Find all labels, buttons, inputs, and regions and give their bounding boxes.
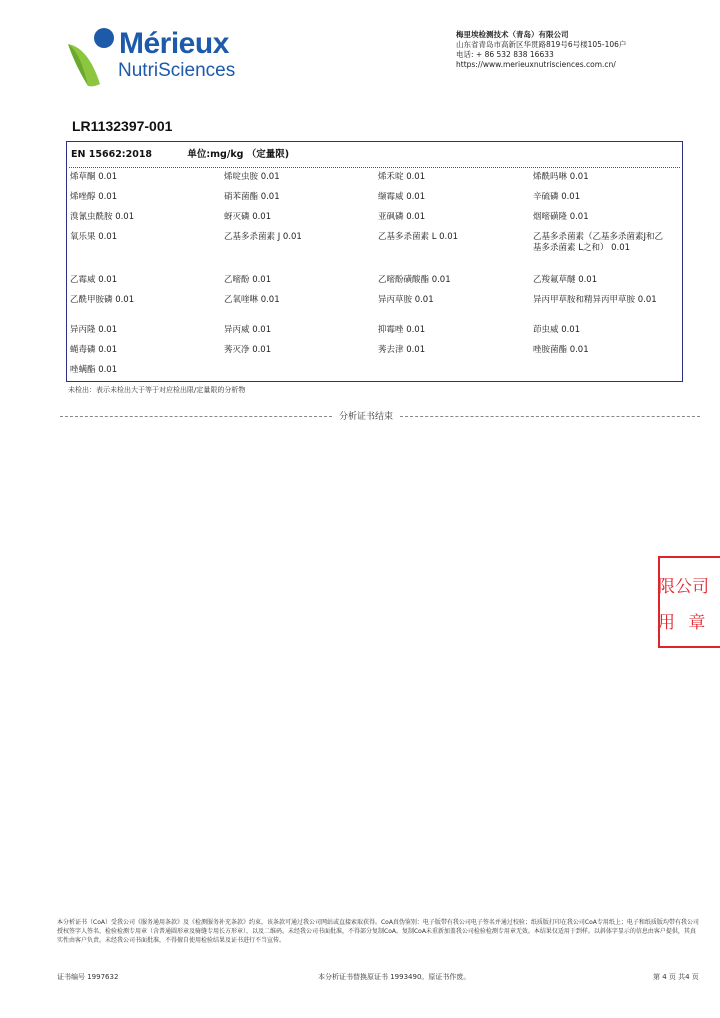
analyte-cell: 硝苯菌酯 0.01 bbox=[224, 192, 280, 202]
analyte-cell: 莠去津 0.01 bbox=[378, 345, 426, 355]
analyte-cell: 乙嘧酚磺酸酯 0.01 bbox=[378, 275, 451, 285]
company-website[interactable]: https://www.merieuxnutrisciences.com.cn/ bbox=[456, 60, 616, 69]
end-of-certificate-line bbox=[60, 409, 700, 423]
analyte-cell: 亚砜磷 0.01 bbox=[378, 212, 426, 222]
company-address: 山东省青岛市高新区华贯路819号6号楼105-106户 bbox=[456, 40, 627, 49]
analyte-cell: 异丙甲草胺和精异丙甲草胺 0.01 bbox=[533, 295, 657, 305]
method-label: EN 15662:2018 bbox=[71, 149, 153, 160]
analyte-cell: 异丙隆 0.01 bbox=[70, 325, 118, 335]
analyte-cell: 异丙威 0.01 bbox=[224, 325, 272, 335]
analyte-cell: 乙羧氟草醚 0.01 bbox=[533, 275, 598, 285]
results-header bbox=[71, 146, 289, 160]
analyte-cell: 氧乐果 0.01 bbox=[70, 232, 118, 242]
brand-name-line1: Mérieux bbox=[119, 27, 229, 60]
analyte-cell: 乙氧喹啉 0.01 bbox=[224, 295, 280, 305]
stamp-text-line1: 限公司 bbox=[658, 577, 709, 597]
analyte-cell: 溴氰虫酰胺 0.01 bbox=[70, 212, 135, 222]
company-logo bbox=[66, 26, 256, 88]
analyte-cell: 烯草酮 0.01 bbox=[70, 172, 118, 182]
analyte-cell: 乙基多杀菌素（乙基多杀菌素J和乙基多杀菌素 L之和） 0.01 bbox=[533, 232, 664, 253]
dotted-divider bbox=[69, 167, 680, 168]
analyte-cell: 辛硫磷 0.01 bbox=[533, 192, 581, 202]
end-of-certificate-text: 分析证书结束 bbox=[338, 412, 393, 422]
analyte-cell: 乙嘧酚 0.01 bbox=[224, 275, 272, 285]
analyte-cell: 乙基多杀菌素 L 0.01 bbox=[378, 232, 459, 242]
analyte-cell: 烯唑醇 0.01 bbox=[70, 192, 118, 202]
analyte-cell: 茚虫威 0.01 bbox=[533, 325, 581, 335]
analyte-cell: 烯酰吗啉 0.01 bbox=[533, 172, 589, 182]
company-name: 梅里埃检测技术（青岛）有限公司 bbox=[456, 30, 569, 39]
analyte-cell: 乙基多杀菌素 J 0.01 bbox=[224, 232, 302, 242]
seal-stamp bbox=[658, 556, 720, 648]
analyte-cell: 烯禾啶 0.01 bbox=[378, 172, 426, 182]
analyte-cell: 蚜灭磷 0.01 bbox=[224, 212, 272, 222]
certificate-number: 证书编号 1997632 bbox=[57, 973, 119, 981]
analyte-cell: 缬霉威 0.01 bbox=[378, 192, 426, 202]
report-number: LR1132397-001 bbox=[72, 118, 173, 134]
stamp-text-line2: 用 章 bbox=[658, 613, 710, 633]
analyte-cell: 烯啶虫胺 0.01 bbox=[224, 172, 280, 182]
analyte-cell: 抑霉唑 0.01 bbox=[378, 325, 426, 335]
replacement-note: 本分析证书替换原证书 1993490。原证书作废。 bbox=[318, 973, 471, 981]
brand-name-line2: NutriSciences bbox=[118, 60, 236, 81]
analyte-cell: 唑螨酯 0.01 bbox=[70, 365, 118, 375]
dashed-rule-left bbox=[60, 416, 332, 417]
page-indicator: 第 4 页 共4 页 bbox=[653, 973, 699, 981]
unit-label: 单位:mg/kg （定量限) bbox=[187, 149, 290, 160]
leaf-swoosh-logo-icon bbox=[66, 26, 126, 88]
analyte-cell: 烟嘧磺隆 0.01 bbox=[533, 212, 589, 222]
results-footnote: 未检出：表示未检出大于等于对应检出限/定量限的分析物 bbox=[68, 386, 246, 394]
company-info bbox=[456, 30, 626, 70]
analyte-cell: 乙霉威 0.01 bbox=[70, 275, 118, 285]
analyte-cell: 莠灭净 0.01 bbox=[224, 345, 272, 355]
results-box bbox=[66, 141, 683, 382]
analyte-cell: 唑胺菌酯 0.01 bbox=[533, 345, 589, 355]
legal-disclaimer: 本分析证书（CoA）受我公司《服务通用条款》及《检测服务补充条款》约束，该条款可通过我公司网站或直接索取获得。CoA真伪鉴别：电子版带有我公司电子签名并通过校验；纸质版打印在我公司CoA专用纸上；电子和纸质版均带有我公司授权签字人签名、检验检测专用章（含普通圆形章及骑缝专用长方形章），以及二维码。未经我公司书面批准，不得部分复制CoA。复制CoA未重新加盖我公司检验检测专用章无效。本结果仅适用于到样。以斜体字显示的信息由客户提供，其真实性由客户负责。未经我公司书面批准，不得擅自使用检验结果及证书进行不当宣传。 bbox=[57, 919, 699, 944]
analyte-cell: 蝇毒磷 0.01 bbox=[70, 345, 118, 355]
company-phone: 电话: + 86 532 838 16633 bbox=[456, 50, 554, 59]
analyte-cell: 异丙草胺 0.01 bbox=[378, 295, 434, 305]
dashed-rule-right bbox=[400, 416, 700, 417]
analyte-cell: 乙酰甲胺磷 0.01 bbox=[70, 295, 135, 305]
